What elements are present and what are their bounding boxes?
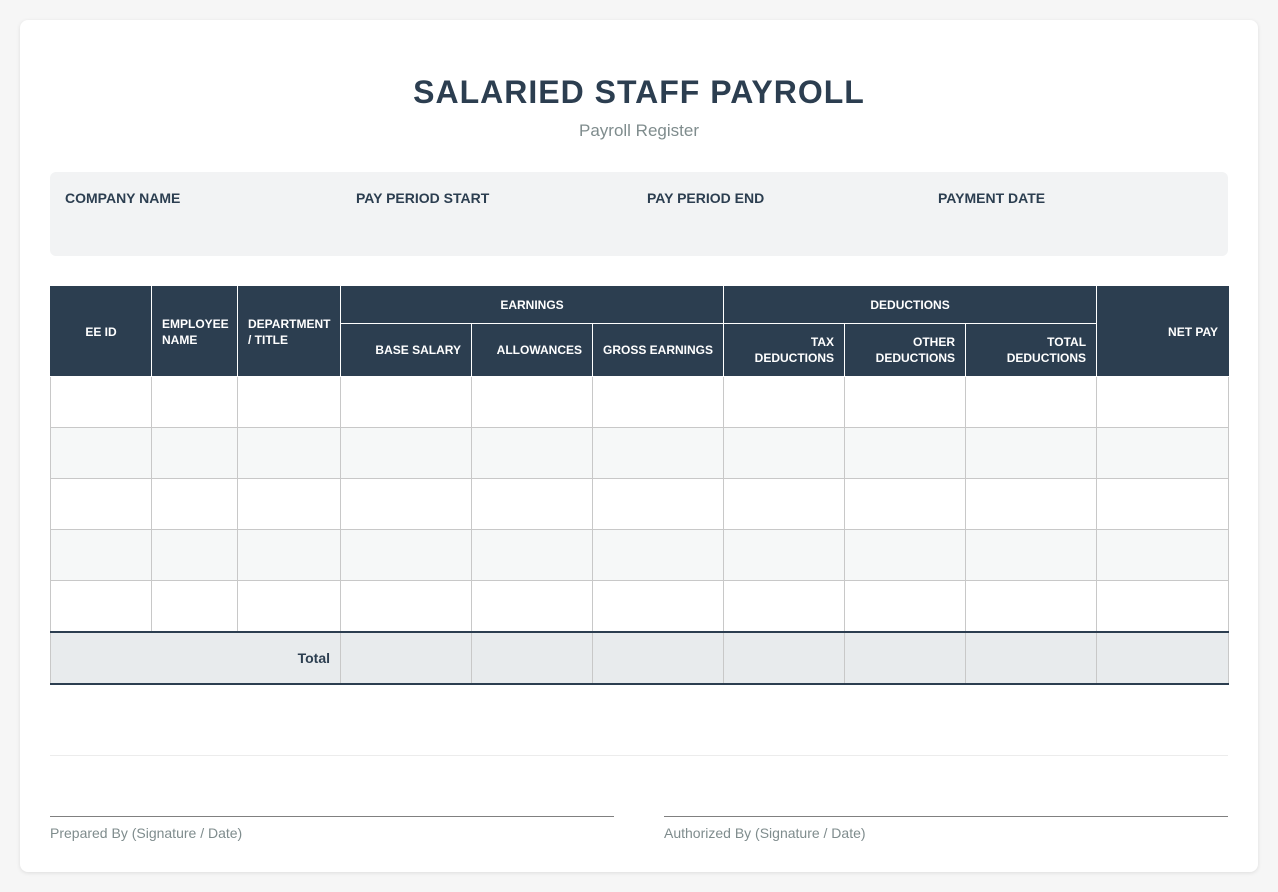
- prepared-by-signature-line: Prepared By (Signature / Date): [50, 816, 614, 841]
- total-gross-earnings: [593, 632, 724, 684]
- cell-total-deductions[interactable]: [966, 530, 1097, 581]
- table-row: [51, 428, 1229, 479]
- header-other-deductions: OTHER DEDUCTIONS: [845, 324, 966, 377]
- cell-employee-name[interactable]: [152, 377, 238, 428]
- pay-info-panel: [50, 172, 1228, 256]
- table-row: [51, 530, 1229, 581]
- header-net-pay: NET PAY: [1097, 287, 1229, 377]
- cell-gross-earnings[interactable]: [593, 530, 724, 581]
- cell-ee-id[interactable]: [51, 581, 152, 633]
- cell-ee-id[interactable]: [51, 377, 152, 428]
- cell-allowances[interactable]: [472, 479, 593, 530]
- cell-employee-name[interactable]: [152, 428, 238, 479]
- cell-net-pay[interactable]: [1097, 530, 1229, 581]
- cell-other-deductions[interactable]: [845, 530, 966, 581]
- cell-department-title[interactable]: [238, 530, 341, 581]
- header-allowances: ALLOWANCES: [472, 324, 593, 377]
- cell-other-deductions[interactable]: [845, 377, 966, 428]
- cell-other-deductions[interactable]: [845, 581, 966, 633]
- table-row: [51, 377, 1229, 428]
- pay-period-end-label: PAY PERIOD END: [647, 190, 765, 206]
- cell-total-deductions[interactable]: [966, 377, 1097, 428]
- cell-gross-earnings[interactable]: [593, 377, 724, 428]
- cell-employee-name[interactable]: [152, 581, 238, 633]
- cell-total-deductions[interactable]: [966, 428, 1097, 479]
- authorized-by-signature-line: Authorized By (Signature / Date): [664, 816, 1228, 841]
- payroll-table: [50, 286, 1229, 685]
- page-subtitle: Payroll Register: [579, 121, 699, 140]
- payroll-card: [20, 20, 1258, 872]
- header-deductions-group: DEDUCTIONS: [724, 287, 1097, 324]
- company-name-label: COMPANY NAME: [65, 190, 181, 206]
- cell-department-title[interactable]: [238, 377, 341, 428]
- table-total-row: [51, 632, 1229, 684]
- cell-net-pay[interactable]: [1097, 479, 1229, 530]
- section-divider: [50, 755, 1228, 756]
- cell-allowances[interactable]: [472, 581, 593, 633]
- header-base-salary: BASE SALARY: [341, 324, 472, 377]
- total-tax-deductions: [724, 632, 845, 684]
- cell-ee-id[interactable]: [51, 479, 152, 530]
- cell-net-pay[interactable]: [1097, 581, 1229, 633]
- total-allowances: [472, 632, 593, 684]
- header-gross-earnings: GROSS EARNINGS: [593, 324, 724, 377]
- cell-allowances[interactable]: [472, 377, 593, 428]
- cell-allowances[interactable]: [472, 428, 593, 479]
- total-label: Total: [51, 632, 341, 684]
- header-total-deductions: TOTAL DEDUCTIONS: [966, 324, 1097, 377]
- header-employee-name: EMPLOYEE NAME: [152, 287, 238, 377]
- cell-base-salary[interactable]: [341, 581, 472, 633]
- cell-department-title[interactable]: [238, 479, 341, 530]
- cell-other-deductions[interactable]: [845, 479, 966, 530]
- table-row: [51, 581, 1229, 633]
- cell-department-title[interactable]: [238, 581, 341, 633]
- cell-tax-deductions[interactable]: [724, 479, 845, 530]
- header-tax-deductions: TAX DEDUCTIONS: [724, 324, 845, 377]
- cell-ee-id[interactable]: [51, 428, 152, 479]
- cell-total-deductions[interactable]: [966, 581, 1097, 633]
- total-other-deductions: [845, 632, 966, 684]
- cell-net-pay[interactable]: [1097, 377, 1229, 428]
- header-earnings-group: EARNINGS: [341, 287, 724, 324]
- cell-department-title[interactable]: [238, 428, 341, 479]
- cell-base-salary[interactable]: [341, 530, 472, 581]
- cell-base-salary[interactable]: [341, 428, 472, 479]
- cell-base-salary[interactable]: [341, 479, 472, 530]
- table-header-row: [51, 287, 1229, 324]
- header-department-title: DEPARTMENT / TITLE: [238, 287, 341, 377]
- cell-tax-deductions[interactable]: [724, 428, 845, 479]
- cell-gross-earnings[interactable]: [593, 428, 724, 479]
- cell-gross-earnings[interactable]: [593, 479, 724, 530]
- cell-gross-earnings[interactable]: [593, 581, 724, 633]
- cell-tax-deductions[interactable]: [724, 581, 845, 633]
- cell-total-deductions[interactable]: [966, 479, 1097, 530]
- cell-tax-deductions[interactable]: [724, 377, 845, 428]
- cell-allowances[interactable]: [472, 530, 593, 581]
- cell-net-pay[interactable]: [1097, 428, 1229, 479]
- cell-employee-name[interactable]: [152, 479, 238, 530]
- payment-date-label: PAYMENT DATE: [938, 190, 1046, 206]
- total-total-deductions: [966, 632, 1097, 684]
- pay-period-start-label: PAY PERIOD START: [356, 190, 490, 206]
- cell-base-salary[interactable]: [341, 377, 472, 428]
- cell-tax-deductions[interactable]: [724, 530, 845, 581]
- page-title: SALARIED STAFF PAYROLL: [413, 74, 865, 110]
- total-net-pay: [1097, 632, 1229, 684]
- cell-ee-id[interactable]: [51, 530, 152, 581]
- table-row: [51, 479, 1229, 530]
- total-base-salary: [341, 632, 472, 684]
- cell-employee-name[interactable]: [152, 530, 238, 581]
- header-ee-id: EE ID: [51, 287, 152, 377]
- cell-other-deductions[interactable]: [845, 428, 966, 479]
